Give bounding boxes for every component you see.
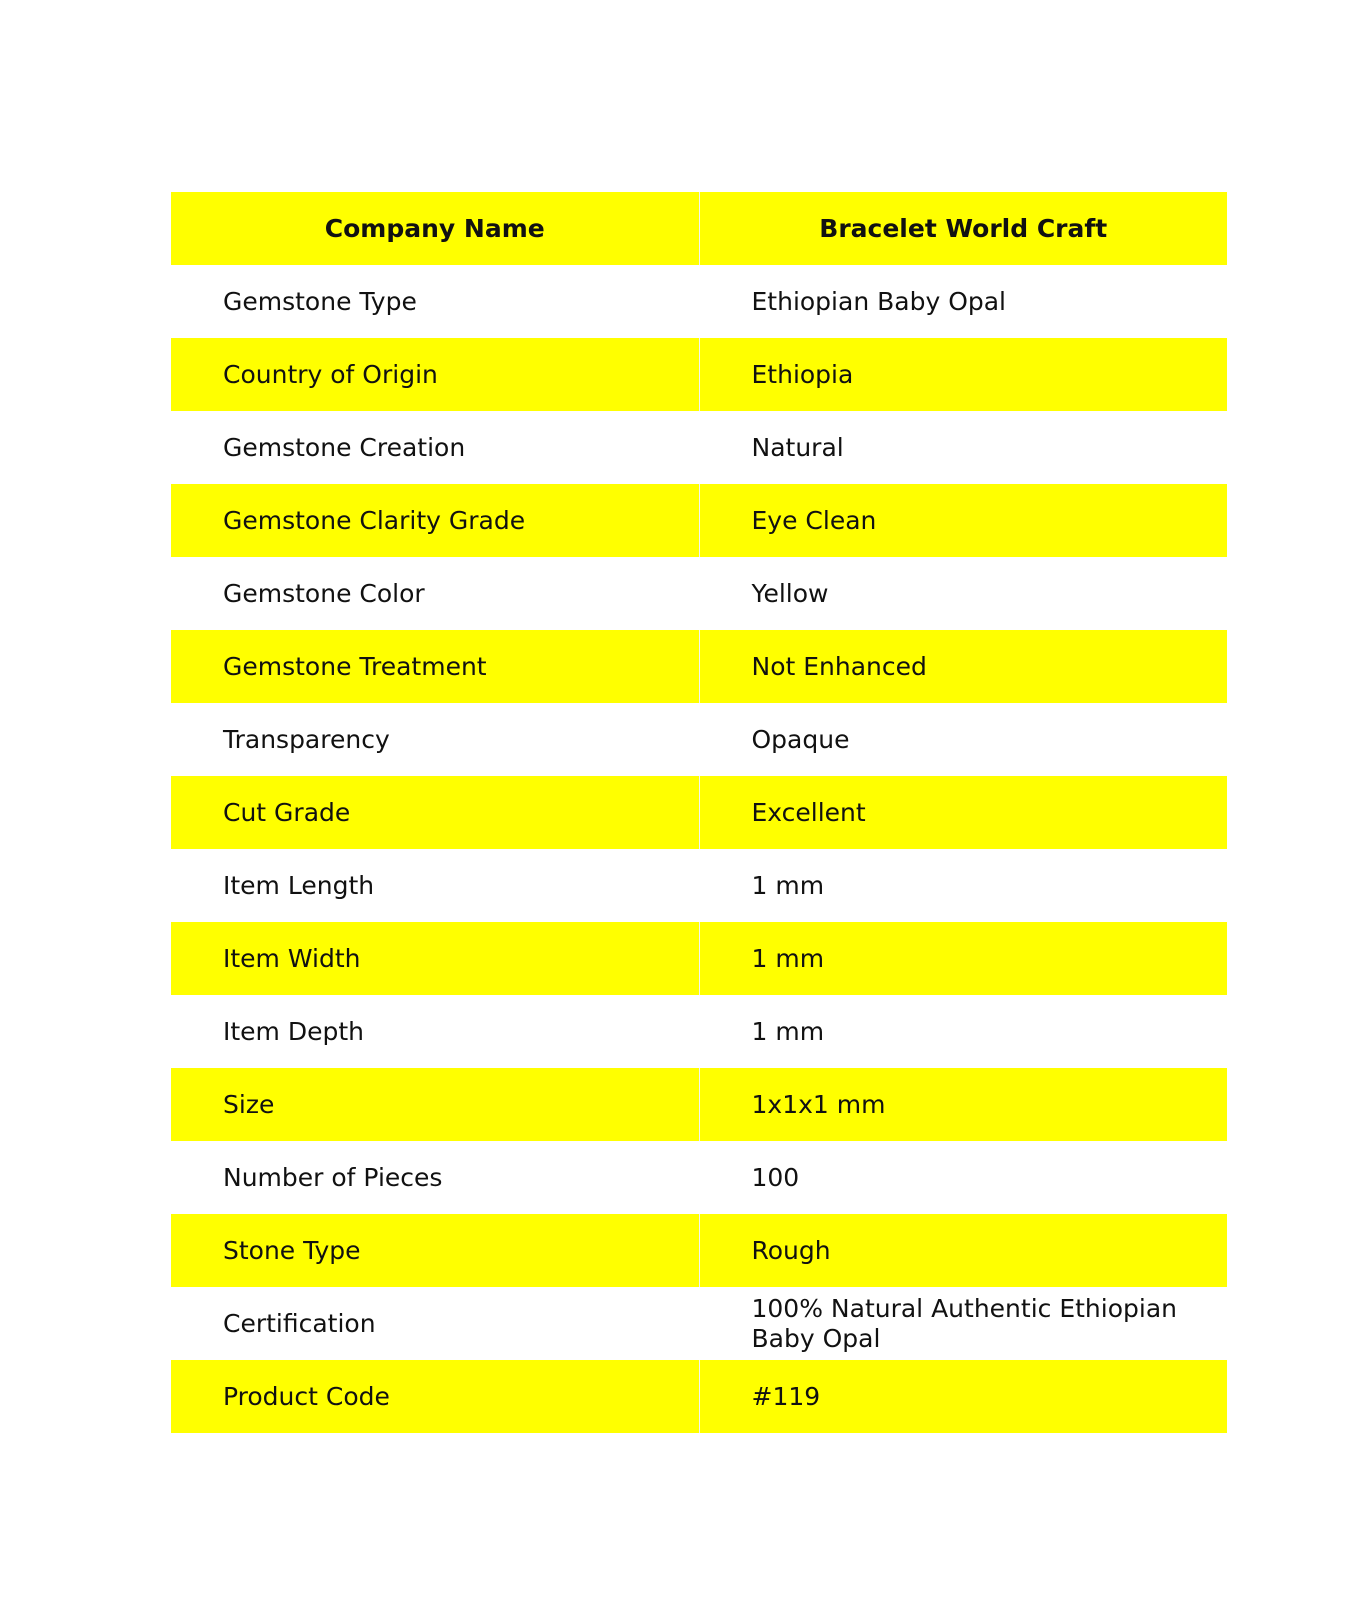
table-row — [171, 411, 1227, 484]
table-row — [171, 995, 1227, 1068]
row-value: Rough — [699, 1214, 1227, 1287]
row-label: Item Depth — [223, 1016, 365, 1046]
row-value: 1 mm — [699, 922, 1227, 995]
row-value: Not Enhanced — [699, 630, 1227, 703]
row-value: #119 — [699, 1360, 1227, 1433]
row-value: 100% Natural Authentic Ethiopian Baby Opal — [699, 1287, 1227, 1360]
table-row — [171, 557, 1227, 630]
row-value: 1x1x1 mm — [699, 1068, 1227, 1141]
table-row — [171, 1214, 1227, 1287]
table-header-row — [171, 192, 1227, 265]
row-value: Yellow — [699, 557, 1227, 630]
table-row — [171, 338, 1227, 411]
row-label: Item Length — [223, 870, 375, 900]
row-value: Opaque — [699, 703, 1227, 776]
row-label: Gemstone Treatment — [223, 651, 487, 681]
table-row — [171, 484, 1227, 557]
row-value: Eye Clean — [699, 484, 1227, 557]
header-label-cell: Company Name — [324, 213, 545, 243]
row-value: Natural — [699, 411, 1227, 484]
table-row — [171, 776, 1227, 849]
row-value: 100 — [699, 1141, 1227, 1214]
table-row — [171, 265, 1227, 338]
row-label: Gemstone Creation — [223, 432, 466, 462]
row-label: Cut Grade — [223, 797, 351, 827]
row-value: Ethiopia — [699, 338, 1227, 411]
row-label: Certification — [223, 1308, 376, 1338]
row-value: Excellent — [699, 776, 1227, 849]
table-row — [171, 1360, 1227, 1433]
row-label: Size — [223, 1089, 275, 1119]
table-row — [171, 630, 1227, 703]
row-label: Gemstone Color — [223, 578, 425, 608]
table-row — [171, 703, 1227, 776]
row-value: Ethiopian Baby Opal — [699, 265, 1227, 338]
row-label: Gemstone Clarity Grade — [223, 505, 526, 535]
row-value: 1 mm — [699, 849, 1227, 922]
row-label: Stone Type — [223, 1235, 361, 1265]
table-row — [171, 1068, 1227, 1141]
row-label: Country of Origin — [223, 359, 438, 389]
header-value-cell: Bracelet World Craft — [699, 192, 1227, 265]
table-row — [171, 849, 1227, 922]
row-label: Item Width — [223, 943, 361, 973]
table-row — [171, 922, 1227, 995]
product-spec-table — [171, 192, 1227, 1433]
row-label: Transparency — [223, 724, 390, 754]
row-label: Product Code — [223, 1381, 390, 1411]
row-value: 1 mm — [699, 995, 1227, 1068]
table-row — [171, 1287, 1227, 1360]
row-label: Number of Pieces — [223, 1162, 443, 1192]
table-row — [171, 1141, 1227, 1214]
row-label: Gemstone Type — [223, 286, 417, 316]
